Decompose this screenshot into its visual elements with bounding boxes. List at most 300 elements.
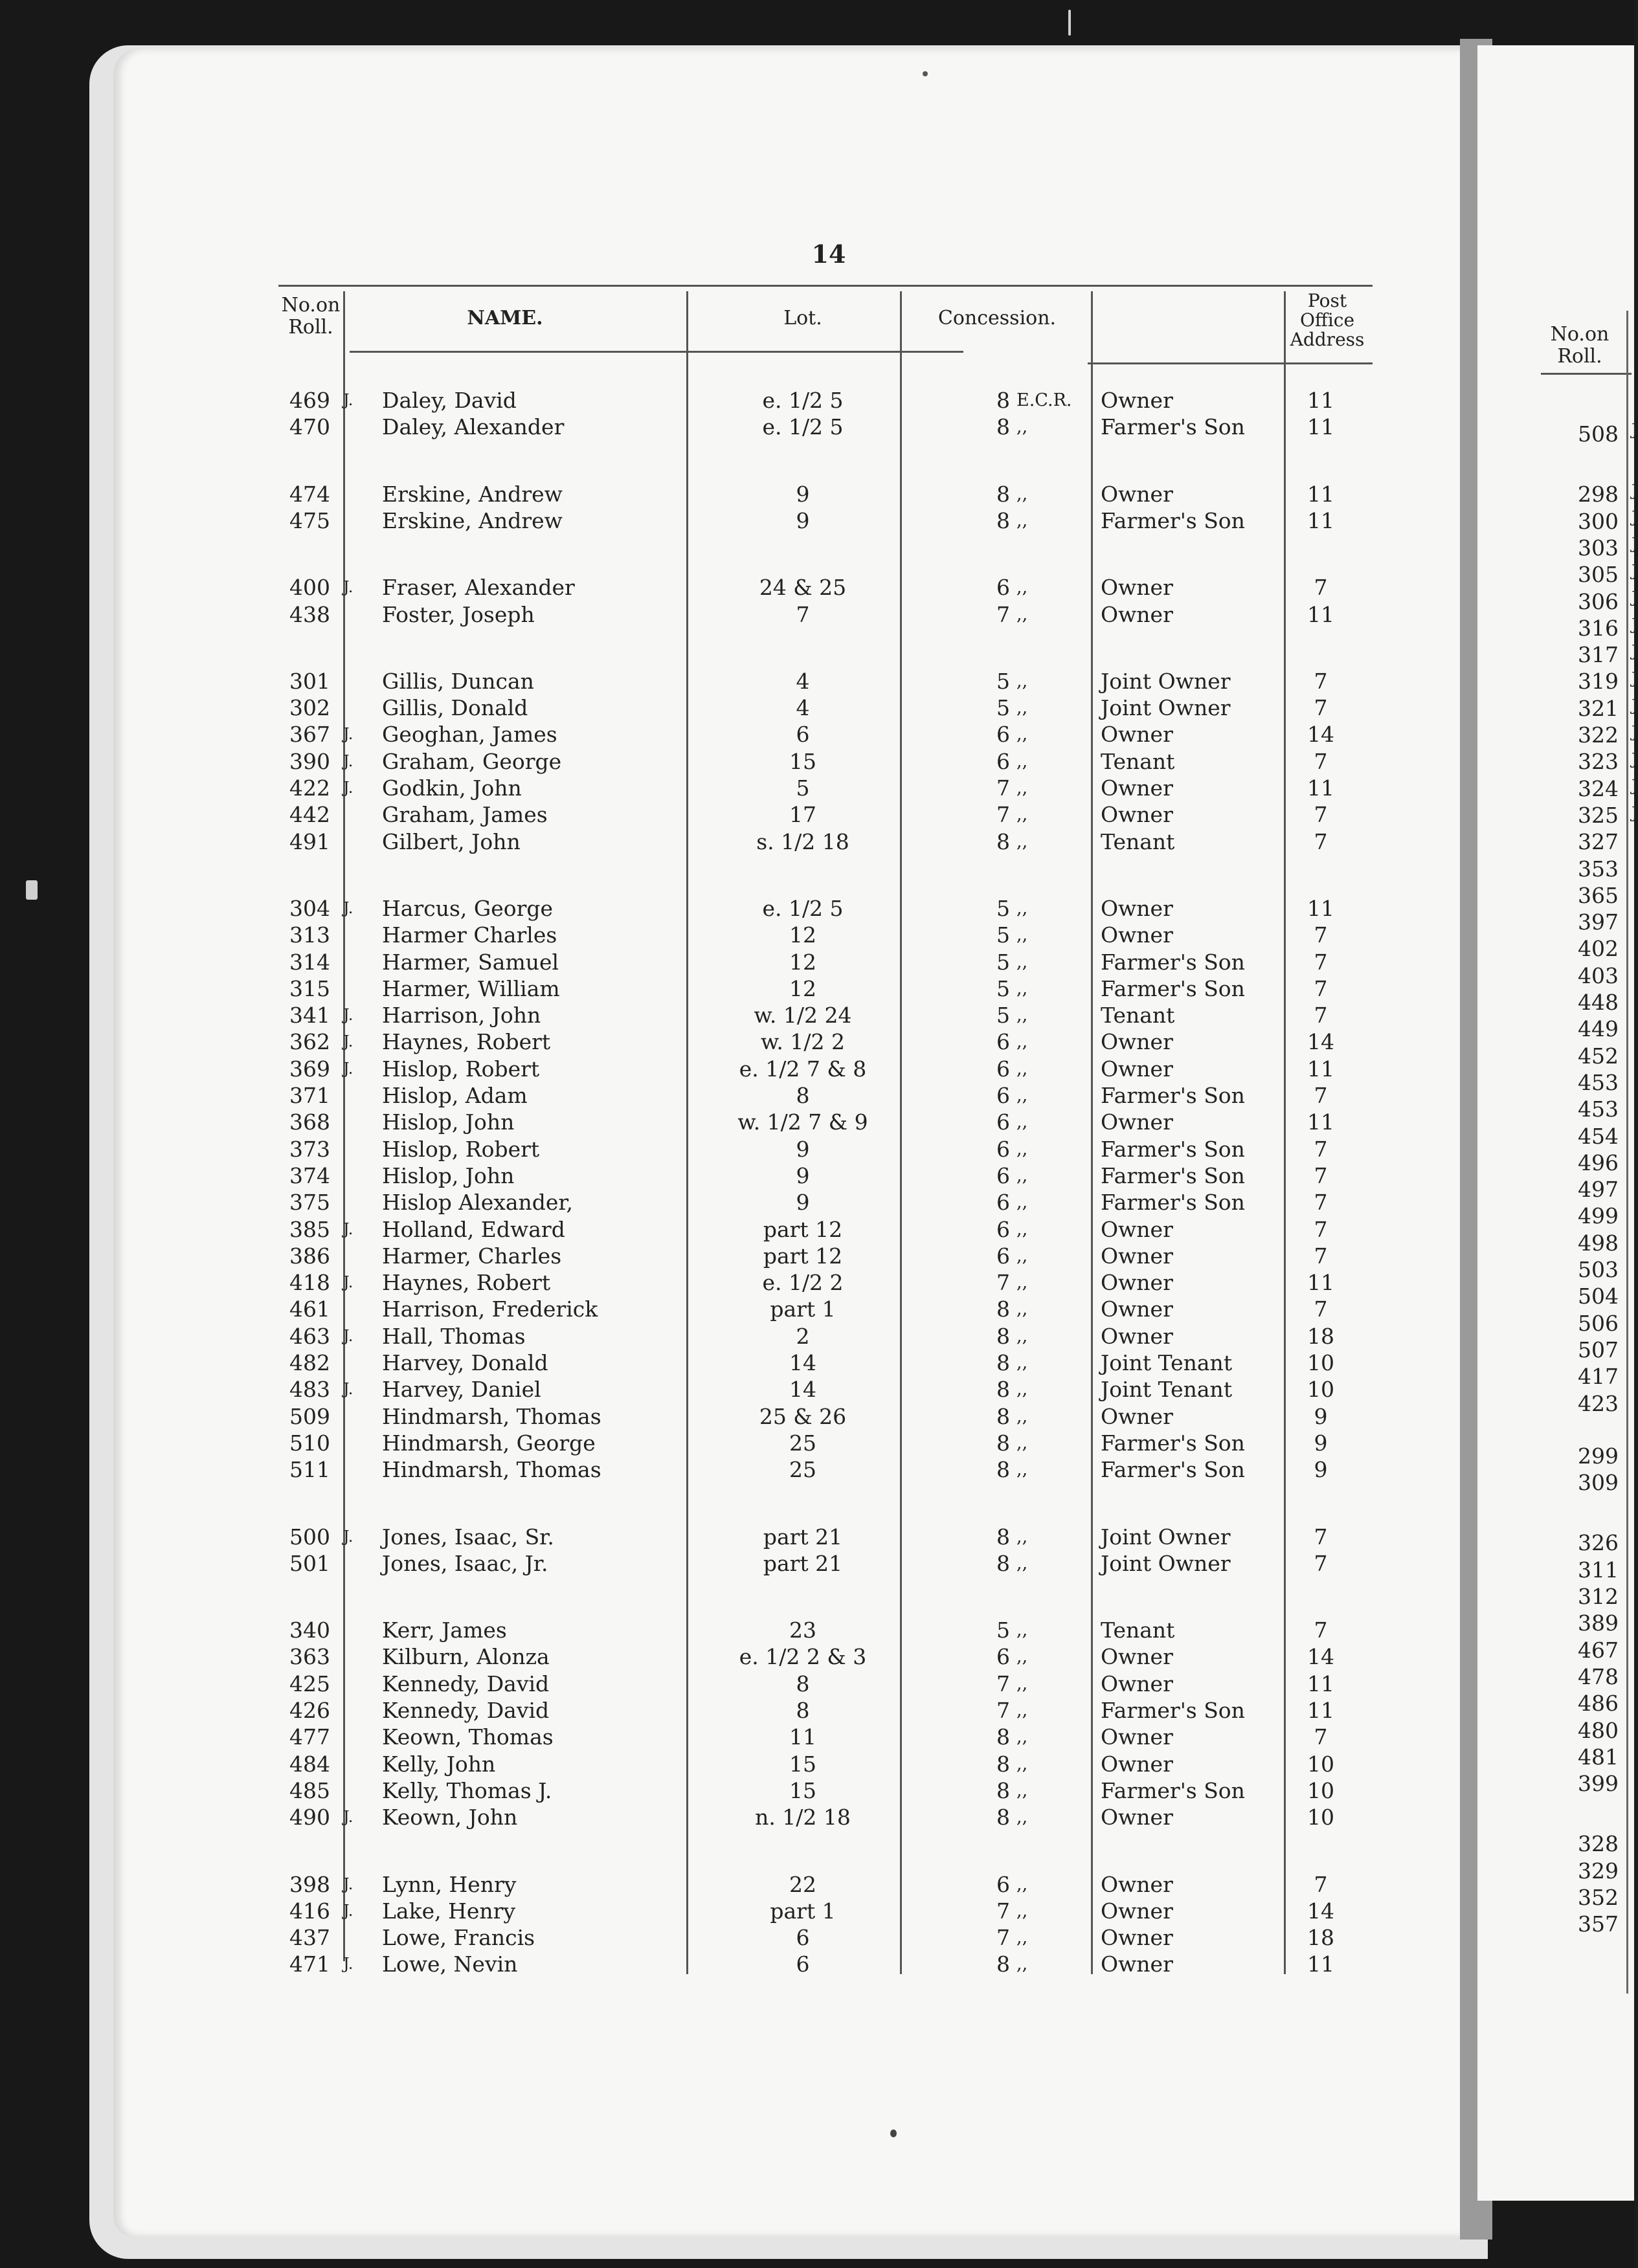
cell-tag: ,, [1016,417,1028,438]
cell-roll: 341 [289,1003,330,1028]
cell-conc: 6 [996,748,1010,774]
cell-tag: ,, [1016,898,1028,918]
table-row [278,1243,1373,1269]
cell-name: Haynes, Robert [382,1270,551,1296]
cell-po: 7 [1314,949,1328,975]
cell-po: 18 [1307,1323,1334,1349]
cell-name: Hislop, Adam [382,1083,528,1108]
cell-name: Gillis, Donald [382,695,528,721]
cell-lot: part 1 [770,1296,836,1322]
cell-tag: ,, [1016,1353,1028,1373]
table-row [278,1189,1373,1216]
cell-po: 10 [1307,1350,1334,1375]
cell-tag: ,, [1016,778,1028,798]
cell-name: Geoghan, James [382,722,557,748]
cell-lot: 25 & 26 [759,1403,847,1429]
cell-lot: 8 [796,1083,810,1108]
cell-tag: ,, [1016,1058,1028,1079]
cell-conc: 6 [996,1243,1010,1269]
cell-tag: ,, [1016,671,1028,691]
cell-roll: 509 [289,1403,330,1429]
cell-roll: 510 [289,1430,330,1456]
cell-roll: 375 [289,1190,330,1216]
cell-name: Harmer, William [382,975,560,1001]
cell-name: Foster, Joseph [382,601,535,627]
cell-name: Harrison, John [382,1003,541,1028]
table-row [278,1617,1373,1643]
cell-status: Farmer's Son [1101,1777,1245,1803]
cell-name: Fraser, Alexander [382,575,575,601]
table-row [278,1430,1373,1456]
cell-lot: e. 1/2 2 [762,1270,844,1296]
next-mark: J [1632,804,1638,822]
cell-lot: part 21 [763,1550,843,1576]
table-row [278,695,1373,721]
cell-roll: 490 [289,1805,330,1830]
cell-lot: 12 [789,949,816,975]
cell-status: Owner [1101,1805,1173,1830]
cell-lot: 15 [789,1777,816,1803]
cell-name: Daley, Alexander [382,414,565,440]
cell-conc: 6 [996,575,1010,601]
cell-tag: ,, [1016,1526,1028,1547]
cell-name: Harmer, Samuel [382,949,559,975]
cell-roll: 426 [289,1698,330,1723]
cell-tag: ,, [1016,1874,1028,1895]
cell-po: 7 [1314,1871,1328,1897]
table-row [278,1456,1373,1483]
next-mark: J [1632,421,1638,439]
table-row [278,414,1373,440]
table-row [278,949,1373,975]
cell-po: 7 [1314,1296,1328,1322]
cell-status: Joint Tenant [1101,1377,1233,1403]
cell-lot: part 12 [763,1243,843,1269]
cell-name: Hall, Thomas [382,1323,526,1349]
cell-conc: 6 [996,1056,1010,1082]
cell-roll: 373 [289,1136,330,1162]
cell-roll: 437 [289,1925,330,1951]
cell-status: Farmer's Son [1101,1457,1245,1483]
cell-name: Gillis, Duncan [382,668,534,694]
cell-mark: J. [343,779,353,797]
table-row [278,1777,1373,1804]
cell-status: Owner [1101,1871,1173,1897]
cell-name: Harcus, George [382,895,554,921]
cell-status: Owner [1101,1323,1173,1349]
top-rule [278,285,1373,287]
cell-po: 7 [1314,1618,1328,1643]
cell-lot: s. 1/2 18 [756,828,849,854]
cell-name: Kennedy, David [382,1698,550,1723]
cell-mark: J. [343,1273,353,1292]
cell-roll: 491 [289,828,330,854]
cell-status: Joint Tenant [1101,1350,1233,1375]
next-header-rule [1541,373,1632,375]
cell-roll: 425 [289,1671,330,1696]
cell-name: Erskine, Andrew [382,481,563,507]
cell-status: Owner [1101,1243,1173,1269]
cell-name: Harrison, Frederick [382,1296,598,1322]
table-row [278,1136,1373,1162]
cell-conc: 8 [996,1430,1010,1456]
cell-po: 7 [1314,695,1328,721]
cell-po: 10 [1307,1805,1334,1830]
cell-tag: ,, [1016,1112,1028,1133]
cell-roll: 475 [289,507,330,533]
cell-po: 14 [1307,1029,1334,1055]
cell-tag: ,, [1016,1032,1028,1052]
cell-po: 9 [1314,1403,1328,1429]
cell-po: 11 [1307,1109,1334,1135]
cell-name: Hindmarsh, Thomas [382,1403,601,1429]
cell-roll: 315 [289,975,330,1001]
cell-po: 11 [1307,1951,1334,1977]
header-concession: Concession. [937,307,1057,329]
next-column-divider [1626,311,1628,1994]
cell-tag: ,, [1016,484,1028,504]
cell-name: Lowe, Nevin [382,1951,518,1977]
table-row [278,1162,1373,1189]
cell-po: 11 [1307,414,1334,440]
cell-conc: 8 [996,1403,1010,1429]
cell-tag: ,, [1016,925,1028,946]
cell-mark: J. [343,1219,353,1238]
cell-name: Harmer Charles [382,922,557,948]
cell-roll: 340 [289,1618,330,1643]
next-mark: J [1632,669,1638,687]
ink-speck [923,71,928,76]
cell-status: Owner [1101,1270,1173,1296]
cell-status: Owner [1101,802,1173,828]
cell-po: 11 [1307,507,1334,533]
cell-roll: 367 [289,722,330,748]
cell-roll: 374 [289,1162,330,1188]
cell-conc: 8 [996,1323,1010,1349]
table-row [278,1643,1373,1670]
cell-po: 10 [1307,1751,1334,1777]
cell-po: 7 [1314,802,1328,828]
table-row [278,1082,1373,1109]
cell-conc: 8 [996,1550,1010,1576]
cell-po: 11 [1307,1671,1334,1696]
table-row [278,1403,1373,1430]
cell-tag: ,, [1016,1553,1028,1573]
cell-mark: J. [343,898,353,917]
cell-name: Hislop, John [382,1109,515,1135]
cell-tag: ,, [1016,1727,1028,1748]
cell-conc: 6 [996,1644,1010,1670]
cell-tag: ,, [1016,1954,1028,1975]
cell-po: 11 [1307,895,1334,921]
next-header-roll: No.on Roll. [1550,323,1610,368]
table-row [278,1671,1373,1697]
cell-lot: e. 1/2 5 [762,388,844,413]
cell-roll: 314 [289,949,330,975]
cell-name: Hislop, Robert [382,1056,540,1082]
cell-conc: 6 [996,1162,1010,1188]
table-row [278,601,1373,628]
cell-mark: J. [343,1032,353,1051]
cell-po: 14 [1307,1644,1334,1670]
table-row [278,775,1373,801]
cell-po: 10 [1307,1777,1334,1803]
cell-name: Keown, John [382,1805,518,1830]
cell-po: 7 [1314,828,1328,854]
table-row [278,1216,1373,1243]
cell-conc: 5 [996,695,1010,721]
next-mark: J [1632,750,1638,768]
cell-status: Owner [1101,1671,1173,1696]
cell-conc: 6 [996,1216,1010,1242]
cell-tag: ,, [1016,1165,1028,1186]
cell-roll: 474 [289,481,330,507]
cell-tag: ,, [1016,1928,1028,1948]
next-mark: J [1632,535,1638,553]
cell-tag: ,, [1016,1432,1028,1453]
table-row [278,1697,1373,1724]
cell-status: Farmer's Son [1101,949,1245,975]
cell-roll: 422 [289,775,330,801]
header-name: NAME. [467,307,543,329]
next-mark: J [1632,616,1638,634]
cell-status: Tenant [1101,748,1175,774]
cell-tag: ,, [1016,1647,1028,1667]
table-row [278,1751,1373,1777]
cell-name: Graham, James [382,802,548,828]
cell-status: Farmer's Son [1101,1698,1245,1723]
cell-conc: 5 [996,1003,1010,1028]
cell-conc: 8 [996,1524,1010,1550]
cell-po: 14 [1307,722,1334,748]
cell-po: 7 [1314,1550,1328,1576]
cell-conc: 6 [996,1083,1010,1108]
header-roll: No.on Roll. [281,294,341,339]
page-number: 14 [811,239,846,269]
cell-status: Owner [1101,601,1173,627]
cell-roll: 313 [289,922,330,948]
cell-name: Jones, Isaac, Jr. [382,1550,548,1576]
cell-status: Tenant [1101,828,1175,854]
cell-tag: ,, [1016,831,1028,852]
cell-po: 7 [1314,1724,1328,1750]
cell-conc: 8 [996,828,1010,854]
cell-status: Owner [1101,1109,1173,1135]
cell-conc: 5 [996,975,1010,1001]
next-page-ledger: No.on Roll. 508 298 300 303 305 306 316 317 319 321 322 323 324 325 327 353 365 397 402 403 448 449 452 453 453 454 496 497 499 498 503 504 506 507 417 423 299 309 326 311 312 389 467 478 486 480 481 399 328 329 352 357 J J J J J J J J J J J J J J [1521,311,1634,2026]
cell-lot: e. 1/2 7 & 8 [739,1056,867,1082]
table-row [278,1109,1373,1135]
cell-tag: ,, [1016,510,1028,531]
cell-roll: 463 [289,1323,330,1349]
cell-po: 10 [1307,1377,1334,1403]
cell-mark: J. [343,725,353,744]
cell-name: Lake, Henry [382,1898,516,1924]
table-row [278,574,1373,601]
cell-lot: part 1 [770,1898,836,1924]
cell-lot: 9 [796,1136,810,1162]
cell-name: Godkin, John [382,775,522,801]
cell-po: 11 [1307,1270,1334,1296]
cell-roll: 484 [289,1751,330,1777]
cell-conc: 7 [996,802,1010,828]
cell-po: 11 [1307,388,1334,413]
cell-tag: ,, [1016,1807,1028,1828]
cell-status: Farmer's Son [1101,1430,1245,1456]
next-mark: J [1632,723,1638,741]
cell-mark: J. [343,391,353,409]
cell-lot: 6 [796,722,810,748]
cell-conc: 5 [996,668,1010,694]
cell-lot: w. 1/2 24 [754,1003,852,1028]
cell-tag: ,, [1016,1900,1028,1921]
table-row [278,895,1373,922]
table-row [278,1269,1373,1296]
cell-lot: 22 [789,1871,816,1897]
cell-status: Joint Owner [1101,1524,1231,1550]
cell-po: 7 [1314,575,1328,601]
table-row [278,1724,1373,1750]
cell-mark: J. [343,1955,353,1973]
cell-tag: ,, [1016,1192,1028,1213]
cell-lot: 7 [796,601,810,627]
cell-po: 7 [1314,1003,1328,1028]
cell-po: 7 [1314,1216,1328,1242]
cell-name: Harmer, Charles [382,1243,562,1269]
cell-status: Farmer's Son [1101,975,1245,1001]
cell-tag: ,, [1016,1005,1028,1026]
cell-conc: 7 [996,1671,1010,1696]
cell-roll: 363 [289,1644,330,1670]
cell-lot: e. 1/2 5 [762,414,844,440]
cell-tag: E.C.R. [1016,390,1072,410]
cell-lot: part 12 [763,1216,843,1242]
cell-name: Kennedy, David [382,1671,550,1696]
cell-conc: 6 [996,1109,1010,1135]
cell-mark: J. [343,1901,353,1920]
cell-mark: J. [343,1874,353,1893]
cell-po: 7 [1314,668,1328,694]
cell-status: Owner [1101,775,1173,801]
cell-mark: J. [343,578,353,597]
cell-roll: 390 [289,748,330,774]
table-row [278,801,1373,828]
cell-tag: ,, [1016,751,1028,772]
cell-name: Holland, Edward [382,1216,565,1242]
table-row [278,387,1373,414]
cell-tag: ,, [1016,1219,1028,1240]
cell-conc: 8 [996,1377,1010,1403]
cell-status: Tenant [1101,1003,1175,1028]
cell-name: Hindmarsh, Thomas [382,1457,601,1483]
cell-tag: ,, [1016,1299,1028,1320]
cell-name: Hislop, John [382,1162,515,1188]
cell-mark: J. [343,1808,353,1827]
cell-conc: 5 [996,895,1010,921]
cell-conc: 8 [996,1951,1010,1977]
cell-conc: 5 [996,1618,1010,1643]
table-row [278,1951,1373,1977]
cell-mark: J. [343,1380,353,1399]
cell-status: Joint Owner [1101,695,1231,721]
cell-roll: 461 [289,1296,330,1322]
cell-name: Kelly, Thomas J. [382,1777,552,1803]
cell-lot: 12 [789,975,816,1001]
cell-conc: 6 [996,722,1010,748]
voters-ledger [278,278,1379,1994]
cell-roll: 398 [289,1871,330,1897]
cell-tag: ,, [1016,805,1028,825]
cell-po: 9 [1314,1457,1328,1483]
cell-status: Owner [1101,722,1173,748]
cell-roll: 442 [289,802,330,828]
cell-po: 11 [1307,481,1334,507]
cell-lot: 9 [796,1190,810,1216]
cell-name: Kerr, James [382,1618,507,1643]
cell-roll: 362 [289,1029,330,1055]
cell-conc: 8 [996,1350,1010,1375]
cell-lot: part 21 [763,1524,843,1550]
cell-name: Haynes, Robert [382,1029,551,1055]
header-rule [350,351,963,353]
cell-roll: 482 [289,1350,330,1375]
cell-status: Owner [1101,1296,1173,1322]
cell-roll: 301 [289,668,330,694]
cell-mark: J. [343,751,353,770]
cell-roll: 368 [289,1109,330,1135]
table-row [278,507,1373,534]
cell-lot: w. 1/2 7 & 9 [737,1109,868,1135]
cell-conc: 8 [996,1296,1010,1322]
cell-status: Owner [1101,1216,1173,1242]
cell-name: Graham, George [382,748,562,774]
cell-tag: ,, [1016,978,1028,999]
cell-status: Owner [1101,1951,1173,1977]
cell-lot: 6 [796,1925,810,1951]
cell-lot: 4 [796,695,810,721]
cell-conc: 7 [996,1898,1010,1924]
cell-status: Owner [1101,1898,1173,1924]
cell-po: 14 [1307,1898,1334,1924]
cell-roll: 471 [289,1951,330,1977]
cell-lot: 9 [796,1162,810,1188]
cell-conc: 7 [996,1698,1010,1723]
cell-lot: 15 [789,1751,816,1777]
cell-tag: ,, [1016,1139,1028,1159]
cell-status: Owner [1101,1925,1173,1951]
next-mark: J [1632,508,1638,526]
cell-po: 7 [1314,975,1328,1001]
cell-name: Kilburn, Alonza [382,1644,550,1670]
next-mark: J [1632,482,1638,500]
cell-po: 11 [1307,601,1334,627]
table-row [278,668,1373,695]
cell-conc: 8 [996,507,1010,533]
cell-lot: 23 [789,1618,816,1643]
cell-tag: ,, [1016,951,1028,972]
cell-lot: 8 [796,1671,810,1696]
cell-mark: J. [343,1059,353,1078]
cell-lot: 11 [789,1724,816,1750]
cell-conc: 5 [996,949,1010,975]
table-row [278,1898,1373,1924]
cell-status: Farmer's Son [1101,414,1245,440]
cell-lot: e. 1/2 5 [762,895,844,921]
table-row [278,828,1373,855]
cell-status: Owner [1101,575,1173,601]
cell-roll: 485 [289,1777,330,1803]
cell-name: Kelly, John [382,1751,496,1777]
